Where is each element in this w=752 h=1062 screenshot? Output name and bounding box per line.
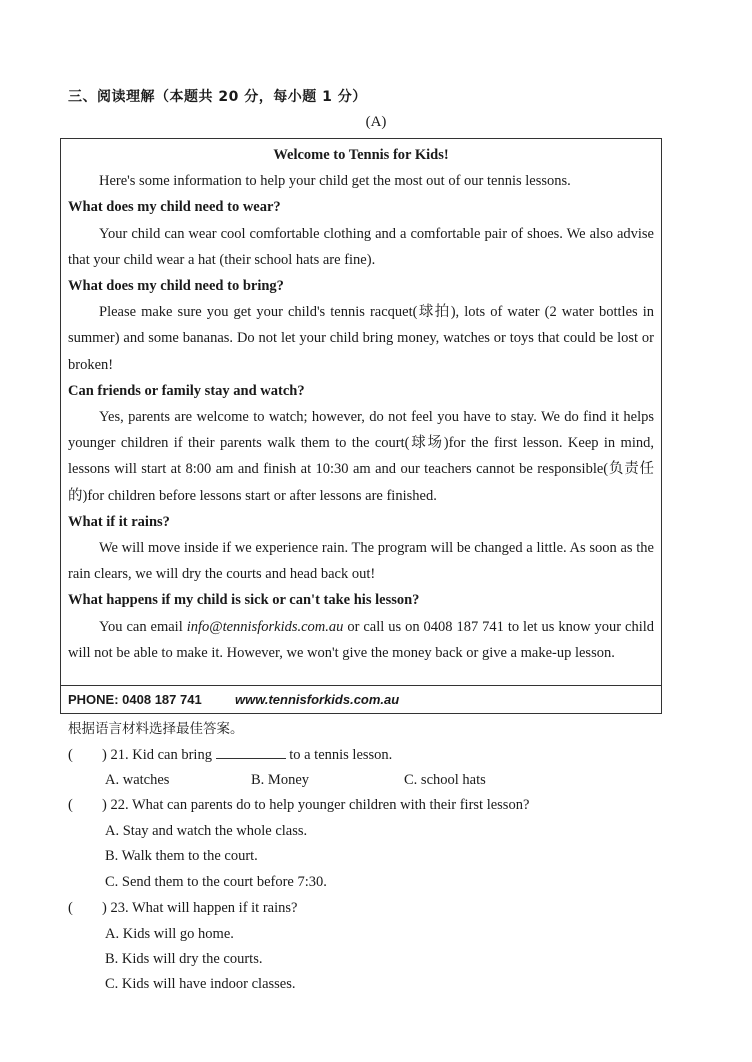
faq-answer-watch: Yes, parents are welcome to watch; however, do not feel you have to stay. We do find it helps younger children if their parents walk them to the court(球场)for the first lesson. Keep in mind, lessons will start at 8:00 am and finish at 10:30 am and our teachers cannot be responsible(负责任的)for children before lessons start or after lessons are finished. — [68, 409, 654, 504]
option-c: C. school hats — [404, 772, 486, 788]
answer-paren-open: ( — [68, 900, 73, 916]
question-22 — [68, 797, 529, 814]
faq-question-rain: What if it rains? — [68, 513, 170, 530]
notice-title: Welcome to Tennis for Kids! — [273, 147, 449, 163]
faq-question-bring: What does my child need to bring? — [68, 278, 284, 295]
faq-answer-wear: Your child can wear cool comfortable clothing and a comfortable pair of shoes. We also advise that your child wear a hat (their school hats are fine). — [68, 225, 654, 268]
option-b: B. Walk them to the court. — [105, 848, 258, 864]
question-21-text: 21. Kid can bring — [110, 747, 212, 763]
option-a: A. Kids will go home. — [105, 926, 234, 942]
option-a: A. watches — [105, 772, 170, 788]
faq-answer-sick-suffix: or call us on 0408 187 741 to let us know your child will not be able to make it. However, we won't give the money back or give a make-up lesson. — [68, 618, 655, 661]
notice-footer — [61, 685, 661, 713]
faq-question-wear: What does my child need to wear? — [68, 199, 281, 216]
answer-paren-open: ( — [68, 797, 73, 813]
faq-answer-sick — [68, 614, 654, 666]
question-22-text: 22. What can parents do to help younger children with their first lesson? — [110, 797, 530, 813]
faq-question-watch: Can friends or family stay and watch? — [68, 382, 305, 399]
faq-answer-sick-prefix: You can email — [99, 618, 187, 635]
option-a: A. Stay and watch the whole class. — [105, 823, 308, 839]
answer-paren-close: ) — [102, 797, 107, 813]
option-b: B. Money — [251, 772, 309, 788]
notice-intro: Here's some information to help your child get the most out of our tennis lessons. — [99, 173, 571, 190]
option-c: C. Kids will have indoor classes. — [105, 976, 296, 992]
faq-question-sick: What happens if my child is sick or can't take his lesson? — [68, 592, 420, 609]
question-23 — [68, 900, 297, 917]
answer-paren-close: ) — [102, 900, 107, 916]
answer-paren-open: ( — [68, 747, 73, 763]
instruction-text: 根据语言材料选择最佳答案。 — [68, 721, 244, 737]
option-c: C. Send them to the court before 7:30. — [105, 874, 327, 890]
answer-blank — [216, 746, 286, 759]
section-title: 三、阅读理解（本题共 20 分，每小题 1 分） — [68, 89, 367, 105]
footer-website[interactable]: www.tennisforkids.com.au — [235, 692, 400, 707]
question-21 — [68, 746, 392, 764]
footer-phone: PHONE: 0408 187 741 — [68, 692, 202, 707]
notice-box — [60, 138, 662, 714]
question-21-options — [105, 772, 486, 789]
faq-answer-rain: We will move inside if we experience rain. The program will be changed a little. As soon as the rain clears, we will dry the courts and head back out! — [68, 540, 654, 583]
notice-content — [68, 142, 654, 666]
option-b: B. Kids will dry the courts. — [105, 951, 263, 967]
email-link[interactable]: info@tennisforkids.com.au — [186, 618, 344, 635]
question-23-text: 23. What will happen if it rains? — [110, 900, 298, 916]
faq-answer-bring: Please make sure you get your child's tennis racquet(球拍), lots of water (2 water bottles in summer) and some bananas. Do not let your child bring money, watches or toys that could be lost or broken! — [68, 304, 654, 373]
part-label: (A) — [365, 114, 387, 130]
answer-paren-close: ) — [102, 747, 107, 763]
question-21-text-end: to a tennis lesson. — [289, 747, 393, 763]
